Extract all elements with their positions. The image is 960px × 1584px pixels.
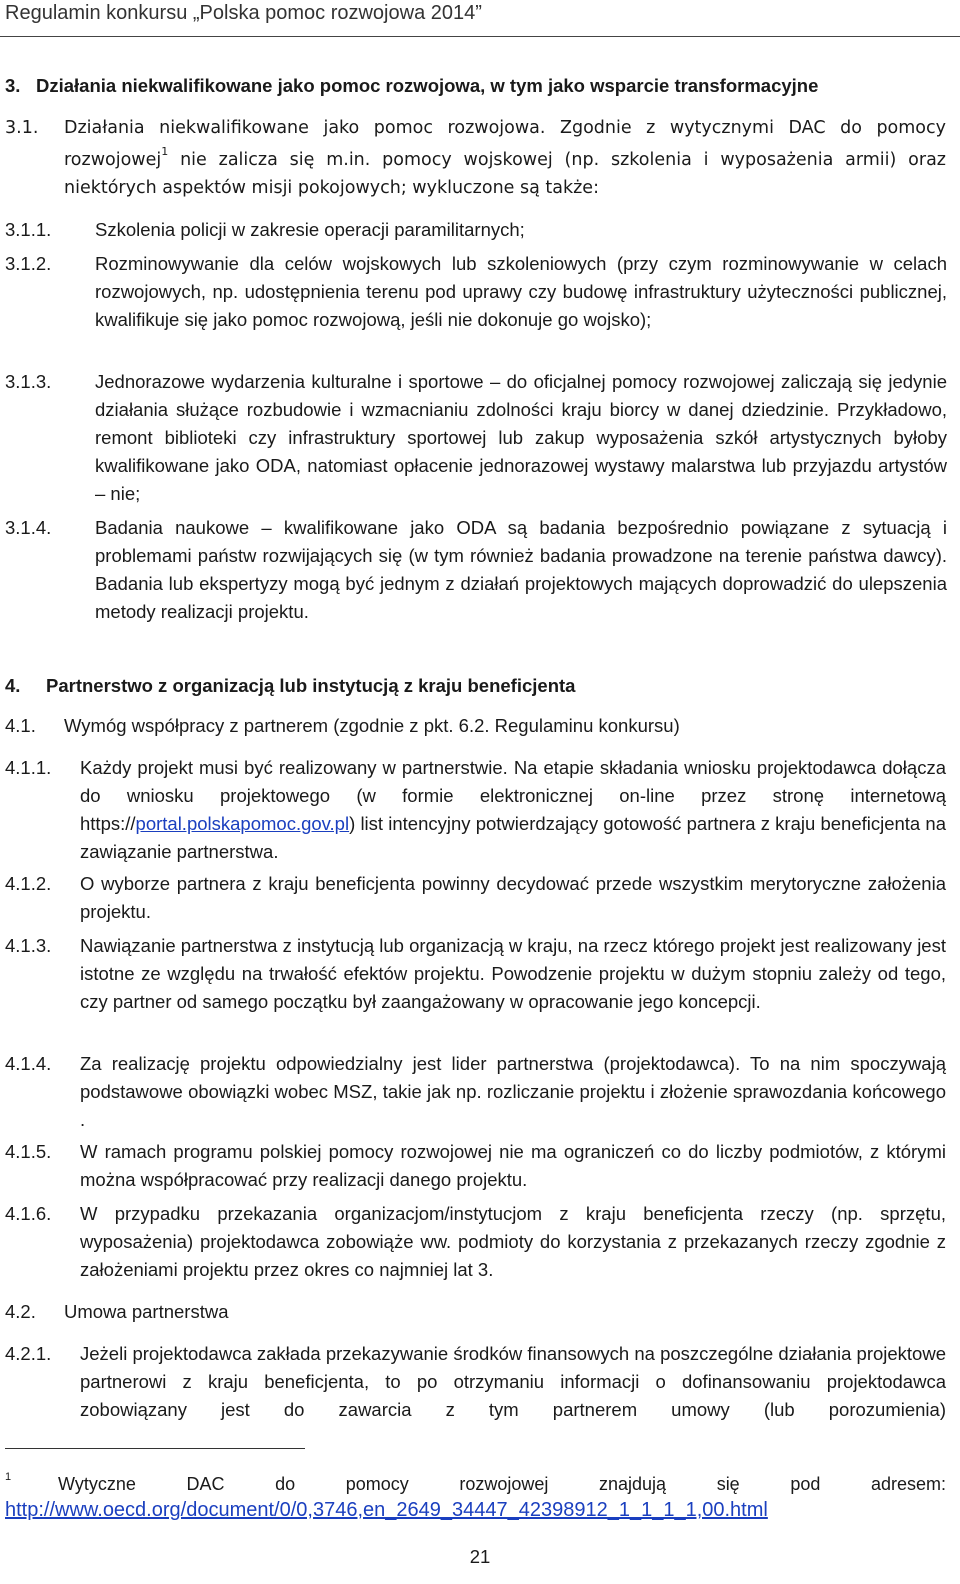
subsection-3-1-line3: niektórych aspektów misji pokojowych; wykluczone są także: [64,178,599,198]
line2-end: nie zalicza się m.in. pomocy wojskowej (np. szkolenia i wyposażenia armii) oraz [168,150,946,170]
item-4-2-1-number: 4.2.1. [5,1343,52,1364]
item-3-1-1-number: 3.1.1. [5,219,52,240]
item-3-1-2-text: Rozminowywanie dla celów wojskowych lub szkoleniowych (przy czym rozminowywanie w celach rozwojowych, np. udostępnienia terenu pod uprawy czy budowę infrastruktury użyteczności publicznej, kwalifikuje się jako pomoc rozwojową, jeśli nie dokonuje go wojsko); [95,253,947,330]
item-4-1-3-number: 4.1.3. [5,935,52,956]
running-header: Regulamin konkursu „Polska pomoc rozwojowa 2014” [5,2,482,24]
footnote-url-link[interactable]: http://www.oecd.org/document/0/0,3746,en_2649_34447_42398912_1_1_1_1,00.html [5,1499,768,1521]
subsection-4-2-number: 4.2. [5,1301,36,1322]
footnote-ref[interactable]: 1 [161,145,169,158]
subsection-4-2-title: Umowa partnerstwa [64,1301,229,1322]
item-4-1-5-text: W ramach programu polskiej pomocy rozwojowej nie ma ograniczeń co do liczby podmiotów, z którymi można współpracować przy realizacji danego projektu. [80,1141,946,1190]
item-4-1-3-text: Nawiązanie partnerstwa z instytucją lub organizacją w kraju, na rzecz którego projekt jest realizowany jest istotne ze względu na trwałość efektów projektu. Powodzenie projektu w dużym stopniu zależy od tego, czy partner od samego początku był zaangażowany w opracowanie jego koncepcji. [80,935,946,1012]
section-4-title: Partnerstwo z organizacją lub instytucją z kraju beneficjenta [46,675,576,696]
item-4-1-4-text: Za realizację projektu odpowiedzialny jest lider partnerstwa (projektodawca). To na nim spoczywają podstawowe obowiązki wobec MSZ, takie jak np. rozliczanie projektu i złożenie sprawozdania końcowego . [80,1053,946,1130]
subsection-4-1-title: Wymóg współpracy z partnerem (zgodnie z pkt. 6.2. Regulaminu konkursu) [64,715,680,736]
section-4-number: 4. [5,675,21,696]
item-4-1-1-before: Każdy projekt musi być realizowany w partnerstwie. Na etapie składania wniosku projektodawca dołącza do wniosku projektowego (w formie elektronicznej on-line przez stronę internetową https:// [80,757,946,834]
subsection-4-1-number: 4.1. [5,715,36,736]
item-3-1-1-text: Szkolenia policji w zakresie operacji paramilitarnych; [95,219,525,240]
item-3-1-3-number: 3.1.3. [5,371,52,392]
line2-start: rozwojowej [64,150,162,170]
footnote-mark: 1 [5,1471,12,1483]
header-rule [0,36,960,37]
subsection-3-1-number: 3.1. [5,118,39,138]
item-4-1-5-number: 4.1.5. [5,1141,52,1162]
item-4-1-4-number: 4.1.4. [5,1053,52,1074]
item-4-1-1-number: 4.1.1. [5,757,52,778]
item-4-1-6-text: W przypadku przekazania organizacjom/instytucjom z kraju beneficjenta rzeczy (np. sprzętu, wyposażenia) projektodawca zobowiąże ww. podmioty do korzystania z przekazanych rzeczy zgodnie z założeniami projektu przez okres co najmniej lat 3. [80,1203,946,1280]
footnote-text: Wytyczne DAC do pomocy rozwojowej znajdują się pod adresem: [58,1474,946,1494]
subsection-3-1-line1: Działania niekwalifikowane jako pomoc rozwojowa. Zgodnie z wytycznymi DAC do pomocy [64,118,946,138]
item-4-1-1-after: ) list intencyjny potwierdzający gotowość partnera z kraju beneficjenta na zawiązanie partnerstwa. [80,813,946,862]
section-3-number: 3. [5,75,21,96]
item-3-1-3-text: Jednorazowe wydarzenia kulturalne i sportowe – do oficjalnej pomocy rozwojowej zaliczają się jedynie działania służące rozbudowie i wzmacnianiu zdolności kraju biorcy w danej dziedzinie. Przykładowo, remont biblioteki czy infrastruktury sportowej lub zakup wyposażenia szkół artystycznych byłoby kwalifikowane jako ODA, natomiast opłacenie jednorazowej wystawy malarstwa lub przyjazdu artystów – nie; [95,371,947,504]
footnote-rule [5,1448,305,1449]
page-number: 21 [469,1546,491,1567]
item-3-1-4-number: 3.1.4. [5,517,52,538]
item-3-1-4-text: Badania naukowe – kwalifikowane jako ODA są badania bezpośrednio powiązane z sytuacją i problemami państw rozwijających się (w tym również badania prowadzone na terenie państwa dawcy). Badania lub ekspertyzy mogą być jednym z działań projektowych mających doprowadzić do ulepszenia metody realizacji projektu. [95,517,947,622]
item-4-2-1-text: Jeżeli projektodawca zakłada przekazywanie środków finansowych na poszczególne działania projektowe partnerowi z kraju beneficjenta, to po otrzymaniu informacji o dofinansowaniu projektodawca zobowiązany jest do zawarcia z tym partnerem umowy (lub porozumienia) [80,1343,946,1420]
item-4-1-1-text [80,754,946,866]
item-3-1-2-number: 3.1.2. [5,253,52,274]
item-4-1-2-text: O wyborze partnera z kraju beneficjenta powinny decydować przede wszystkim merytoryczne założenia projektu. [80,873,946,922]
item-4-1-6-number: 4.1.6. [5,1203,52,1224]
subsection-3-1-line2 [64,146,946,176]
portal-link[interactable]: portal.polskapomoc.gov.pl [135,813,350,834]
item-4-1-2-number: 4.1.2. [5,873,52,894]
section-3-title: Działania niekwalifikowane jako pomoc rozwojowa, w tym jako wsparcie transformacyjne [36,75,819,96]
